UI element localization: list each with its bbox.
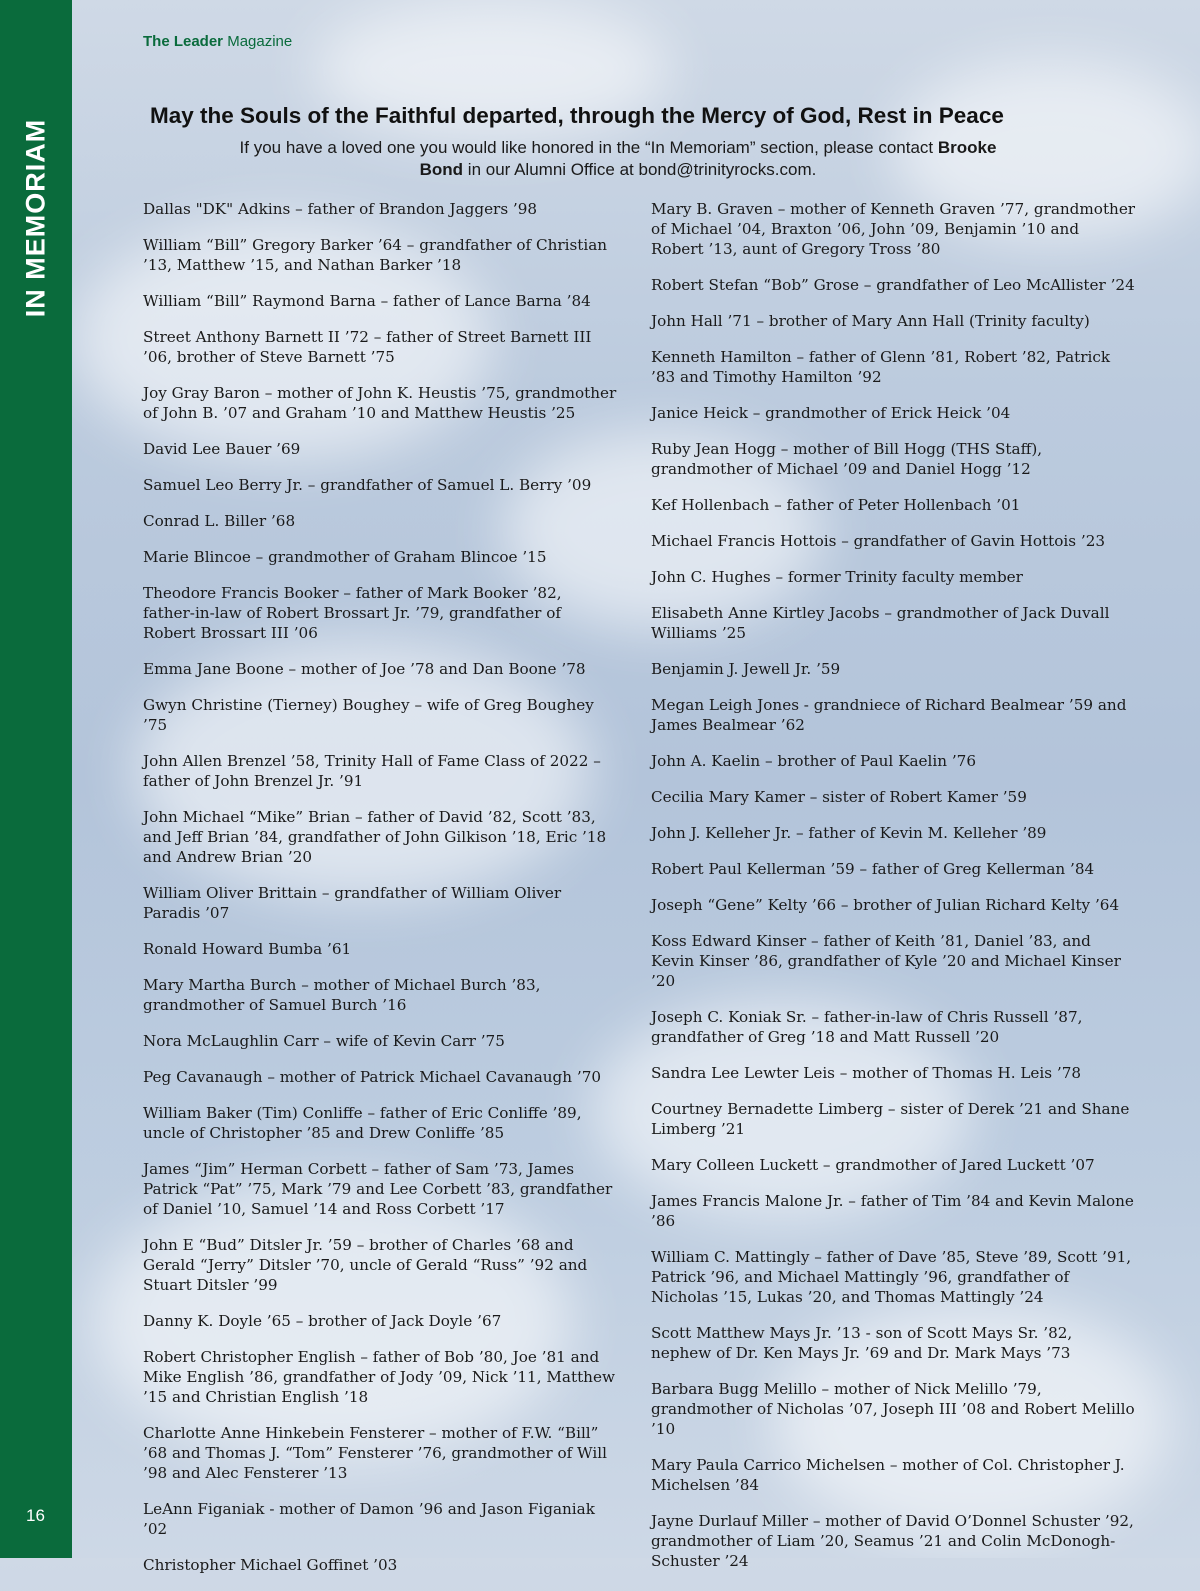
memorial-entry: Benjamin J. Jewell Jr. ’59 <box>651 660 841 678</box>
memorial-entry: Koss Edward Kinser – father of Keith ’81, Daniel ’83, and Kevin Kinser ’86, grandfather of Kyle ’20 and Michael Kinser ’20 <box>651 932 1121 990</box>
memorial-entry: Mary Paula Carrico Michelsen – mother of Col. Christopher J. Michelsen ’84 <box>651 1456 1125 1494</box>
contact-name: Brooke Bond <box>419 138 997 179</box>
memorial-entry: James Francis Malone Jr. – father of Tim ’84 and Kevin Malone ’86 <box>651 1192 1134 1230</box>
memorial-entry: Ruby Jean Hogg – mother of Bill Hogg (THS Staff), grandmother of Michael ’09 and Daniel Hogg ’12 <box>651 440 1043 478</box>
memorial-entry: Joy Gray Baron – mother of John K. Heustis ’75, grandmother of John B. ’07 and Graham ’10 and Matthew Heustis ’25 <box>143 384 617 422</box>
memorial-entry: Joseph “Gene” Kelty ’66 – brother of Julian Richard Kelty ’64 <box>651 896 1120 914</box>
section-title: IN MEMORIAM <box>20 118 51 318</box>
magazine-brand <box>143 33 292 50</box>
memorial-entry: Christopher Michael Goffinet ’03 <box>143 1556 398 1574</box>
memorial-list-left <box>143 199 618 1591</box>
memorial-entry: Michael Francis Hottois – grandfather of Gavin Hottois ’23 <box>651 532 1106 550</box>
memorial-entry: Scott Matthew Mays Jr. ’13 - son of Scott Mays Sr. ’82, nephew of Dr. Ken Mays Jr. ’69 and Dr. Mark Mays ’73 <box>651 1324 1073 1362</box>
memorial-entry: Megan Leigh Jones - grandniece of Richard Bealmear ’59 and James Bealmear ’62 <box>651 696 1127 734</box>
memorial-entry: Samuel Leo Berry Jr. – grandfather of Samuel L. Berry ’09 <box>143 476 592 494</box>
memorial-entry: LeAnn Figaniak - mother of Damon ’96 and Jason Figaniak ’02 <box>143 1500 595 1538</box>
memorial-entry: Robert Stefan “Bob” Grose – grandfather of Leo McAllister ’24 <box>651 276 1135 294</box>
memorial-entry: Cecilia Mary Kamer – sister of Robert Kamer ’59 <box>651 788 1027 806</box>
memorial-entry: Gwyn Christine (Tierney) Boughey – wife of Greg Boughey ’75 <box>143 696 594 734</box>
intro-after: in our Alumni Office at bond@trinityrocks.com. <box>463 160 817 179</box>
memorial-entry: Danny K. Doyle ’65 – brother of Jack Doyle ’67 <box>143 1312 502 1330</box>
memorial-entry: John J. Kelleher Jr. – father of Kevin M. Kelleher ’89 <box>651 824 1047 842</box>
memorial-entry: Marie Blincoe – grandmother of Graham Blincoe ’15 <box>143 548 547 566</box>
memorial-entry: Conrad L. Biller ’68 <box>143 512 296 530</box>
memorial-entry: John E “Bud” Ditsler Jr. ’59 – brother of Charles ’68 and Gerald “Jerry” Ditsler ’70, uncle of Gerald “Russ” ’92 and Stuart Ditsler ’99 <box>143 1236 588 1294</box>
memorial-entry: John A. Kaelin – brother of Paul Kaelin ’76 <box>651 752 976 770</box>
memorial-entry: Mary B. Graven – mother of Kenneth Graven ’77, grandmother of Michael ’04, Braxton ’06, John ’09, Benjamin ’10 and Robert ’13, aunt of Gregory Tross ’80 <box>651 200 1136 258</box>
memorial-entry: Robert Paul Kellerman ’59 – father of Greg Kellerman ’84 <box>651 860 1095 878</box>
memorial-entry: John Michael “Mike” Brian – father of David ’82, Scott ’83, and Jeff Brian ’84, grandfather of John Gilkison ’18, Eric ’18 and Andrew Brian ’20 <box>143 808 607 866</box>
memorial-entry: William Oliver Brittain – grandfather of William Oliver Paradis ’07 <box>143 884 562 922</box>
memorial-entry: William C. Mattingly – father of Dave ’85, Steve ’89, Scott ’91, Patrick ’96, and Michael Mattingly ’96, grandfather of Nicholas ’15, Lukas ’20, and Thomas Mattingly ’24 <box>651 1248 1132 1306</box>
memorial-entry: Charlotte Anne Hinkebein Fensterer – mother of F.W. “Bill” ’68 and Thomas J. “Tom” Fensterer ’76, grandmother of Will ’98 and Alec Fensterer ’13 <box>143 1424 607 1482</box>
intro-text <box>230 137 1006 181</box>
memorial-entry: Street Anthony Barnett II ’72 – father of Street Barnett III ’06, brother of Steve Barnett ’75 <box>143 328 592 366</box>
memorial-entry: Peg Cavanaugh – mother of Patrick Michael Cavanaugh ’70 <box>143 1068 602 1086</box>
memorial-entry: Mary Colleen Luckett – grandmother of Jared Luckett ’07 <box>651 1156 1095 1174</box>
memorial-entry: Sandra Lee Lewter Leis – mother of Thomas H. Leis ’78 <box>651 1064 1082 1082</box>
memorial-entry: Mary Martha Burch – mother of Michael Burch ’83, grandmother of Samuel Burch ’16 <box>143 976 541 1014</box>
memorial-entry: Joseph C. Koniak Sr. – father-in-law of Chris Russell ’87, grandfather of Greg ’18 and Matt Russell ’20 <box>651 1008 1083 1046</box>
memorial-entry: Jayne Durlauf Miller – mother of David O’Donnel Schuster ’92, grandmother of Liam ’20, Seamus ’21 and Colin McDonogh-Schuster ’24 <box>651 1512 1134 1570</box>
memorial-entry: Robert Christopher English – father of Bob ’80, Joe ’81 and Mike English ’86, grandfather of Jody ’09, Nick ’11, Matthew ’15 and Christian English ’18 <box>143 1348 615 1406</box>
memorial-entry: Theodore Francis Booker – father of Mark Booker ’82, father-in-law of Robert Brossart Jr. ’79, grandfather of Robert Brossart III ’06 <box>143 584 562 642</box>
memorial-entry: John C. Hughes – former Trinity faculty member <box>651 568 1023 586</box>
memorial-entry: William “Bill” Gregory Barker ’64 – grandfather of Christian ’13, Matthew ’15, and Nathan Barker ’18 <box>143 236 608 274</box>
memorial-entry: Emma Jane Boone – mother of Joe ’78 and Dan Boone ’78 <box>143 660 586 678</box>
memorial-entry: Dallas "DK" Adkins – father of Brandon Jaggers ’98 <box>143 200 538 218</box>
memorial-entry: William “Bill” Raymond Barna – father of Lance Barna ’84 <box>143 292 591 310</box>
brand-suffix: Magazine <box>223 33 293 50</box>
page-number: 16 <box>26 1506 45 1525</box>
memorial-entry: Barbara Bugg Melillo – mother of Nick Melillo ’79, grandmother of Nicholas ’07, Joseph III ’08 and Robert Melillo ’10 <box>651 1380 1135 1438</box>
memorial-entry: John Hall ’71 – brother of Mary Ann Hall (Trinity faculty) <box>651 312 1090 330</box>
memorial-entry: Kef Hollenbach – father of Peter Hollenbach ’01 <box>651 496 1021 514</box>
memorial-entry: Courtney Bernadette Limberg – sister of Derek ’21 and Shane Limberg ’21 <box>651 1100 1130 1138</box>
memorial-entry: Janice Heick – grandmother of Erick Heick ’04 <box>651 404 1011 422</box>
memorial-entry: Nora McLaughlin Carr – wife of Kevin Carr ’75 <box>143 1032 505 1050</box>
intro-before: If you have a loved one you would like honored in the “In Memoriam” section, please contact <box>239 138 938 157</box>
memorial-entry: William Baker (Tim) Conliffe – father of Eric Conliffe ’89, uncle of Christopher ’85 and Drew Conliffe ’85 <box>143 1104 582 1142</box>
memorial-entry: David Lee Bauer ’69 <box>143 440 301 458</box>
memorial-entry: Kenneth Hamilton – father of Glenn ’81, Robert ’82, Patrick ’83 and Timothy Hamilton ’92 <box>651 348 1111 386</box>
memorial-entry: John Allen Brenzel ’58, Trinity Hall of Fame Class of 2022 – father of John Brenzel Jr. ’91 <box>143 752 601 790</box>
brand-name: The Leader <box>143 33 224 50</box>
sidebar <box>0 0 72 1558</box>
memorial-entry: James “Jim” Herman Corbett – father of Sam ’73, James Patrick “Pat” ’75, Mark ’79 and Lee Corbett ’83, grandfather of Daniel ’10, Samuel ’14 and Ross Corbett ’17 <box>143 1160 613 1218</box>
memorial-entry: Elisabeth Anne Kirtley Jacobs – grandmother of Jack Duvall Williams ’25 <box>651 604 1110 642</box>
memorial-entry: Ronald Howard Bumba ’61 <box>143 940 352 958</box>
page-headline: May the Souls of the Faithful departed, through the Mercy of God, Rest in Peace <box>150 103 1004 128</box>
memorial-list-right <box>651 199 1136 1587</box>
